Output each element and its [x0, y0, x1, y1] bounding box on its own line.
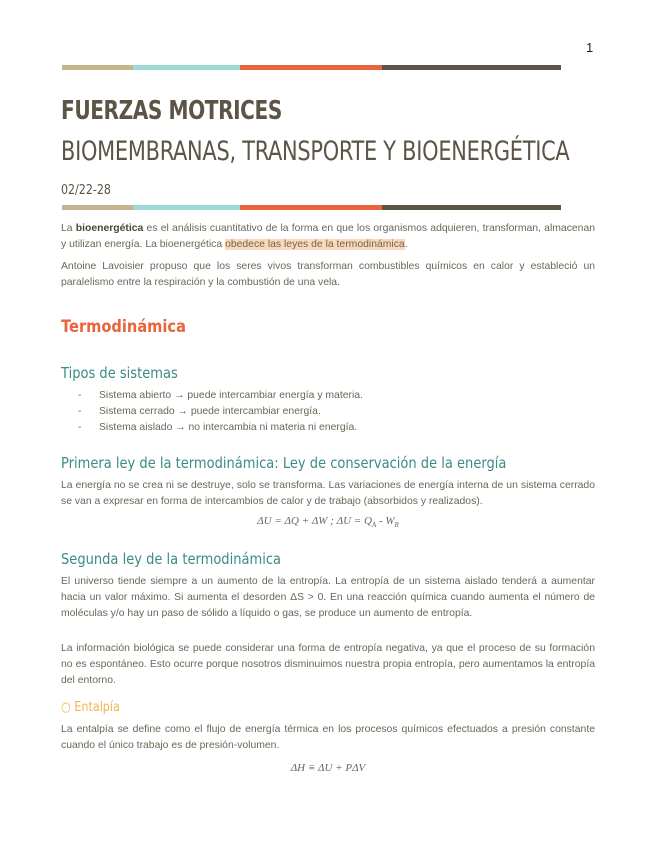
- primera-ley-paragraph: La energía no se crea ni se destruye, solo se transforma. Las variaciones de energía interna de un sistema cerrado se van a expresar en forma de intercambios de calor y de trabajo (absorbidos y realizados).: [61, 480, 595, 507]
- section-heading-termodinamica: Termodinámica: [61, 317, 186, 337]
- document-date: 02/22-28: [61, 183, 111, 198]
- page-number: 1: [586, 40, 594, 55]
- heading-segunda-ley: Segunda ley de la termodinámica: [61, 550, 282, 568]
- segunda-ley-paragraph-2: La información biológica se puede considerar una forma de entropía negativa, ya que el proceso de su formación no es espontáneo. Esto ocurre porque nosotros disminuimos nuestra propia entropía, pero aumentamos la entropía del entorno.: [61, 643, 595, 686]
- top-color-bar: [62, 65, 561, 70]
- equation-enthalpy: ΔH ≡ ΔU + PΔV: [290, 762, 366, 774]
- intro-paragraph: La bioenergética es el análisis cuantitativo de la forma en que los organismos adquieren, transforman, almacenan y utilizan energía. La bioenergética obedece las leyes de la termodinámica.: [61, 223, 595, 250]
- document-title: FUERZAS MOTRICES: [61, 96, 282, 126]
- highlighted-text: obedece las leyes de la termodinámica: [225, 239, 405, 250]
- equation-first-law: ΔU = ΔQ + ΔW ; $\Delta U = Q_A - W_R$: [257, 515, 399, 530]
- system-types-list: [78, 388, 363, 436]
- heading-primera-ley: Primera ley de la termodinámica: Ley de conservación de la energía: [61, 454, 507, 472]
- lavoisier-paragraph: Antoine Lavoisier propuso que los seres vivos transforman combustibles químicos en calor y estableció un paralelismo entre la respiración y la combustión de una vela.: [61, 261, 595, 288]
- divider-color-bar: [62, 205, 561, 210]
- list-item: - Sistema cerrado → puede intercambiar energía.: [78, 404, 363, 420]
- document-subtitle: BIOMEMBRANAS, TRANSPORTE Y BIOENERGÉTICA: [61, 136, 570, 167]
- list-item: - Sistema aislado → no intercambia ni materia ni energía.: [78, 420, 363, 436]
- segunda-ley-paragraph-1: El universo tiende siempre a un aumento de la entropía. La entropía de un sistema aislado tenderá a aumentar hacia un valor máximo. Si aumenta el desorden ΔS > 0. En una reacción química cuando aumenta el número de moléculas y/o hay un paso de sólido a líquido o gas, se produce un aumento de entropía.: [61, 576, 595, 619]
- heading-entalpia: ○ Entalpía: [61, 700, 120, 715]
- heading-tipos-de-sistemas: Tipos de sistemas: [61, 364, 178, 382]
- list-item: - Sistema abierto → puede intercambiar energía y materia.: [78, 388, 363, 404]
- entalpia-paragraph: La entalpía se define como el flujo de energía térmica en los procesos químicos efectuados a presión constante cuando el único trabajo es de presión-volumen.: [61, 724, 595, 751]
